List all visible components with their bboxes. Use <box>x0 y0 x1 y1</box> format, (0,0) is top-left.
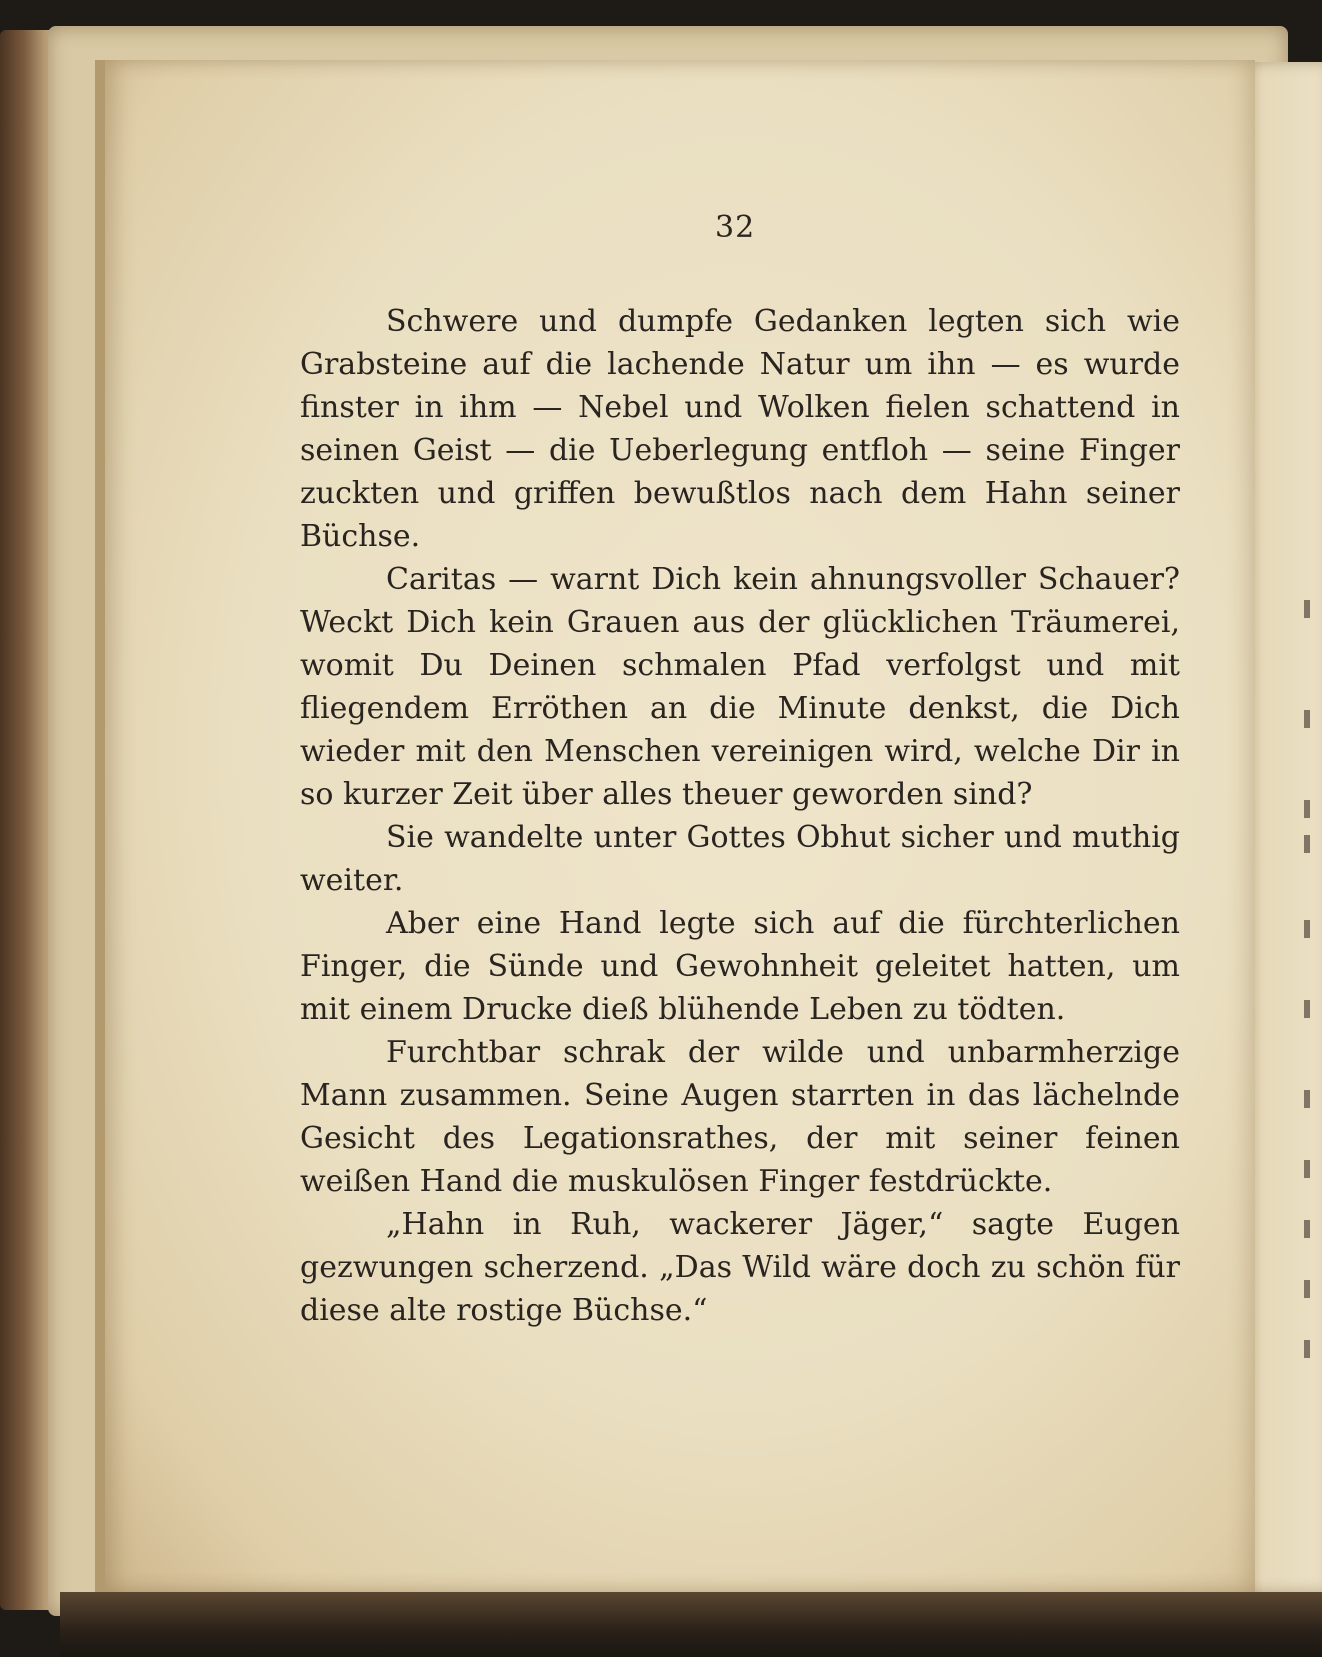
bottom-shadow <box>60 1592 1322 1657</box>
paragraph: Aber eine Hand legte sich auf die fürchterlichen Finger, die Sünde und Gewohnheit geleitet hatten, um mit einem Drucke dieß blühende Leben zu tödten. <box>300 906 1180 1027</box>
paragraph: „Hahn in Ruh, wackerer Jäger,“ sagte Eugen gezwungen scherzend. „Das Wild wäre doch zu schön für diese alte rostige Büchse.“ <box>300 1207 1180 1328</box>
page-number: 32 <box>715 210 756 245</box>
paragraph: Furchtbar schrak der wilde und unbarmherzige Mann zusammen. Seine Augen starrten in das lächelnde Gesicht des Legationsrathes, der mit seiner feinen weißen Hand die muskulösen Finger festdrückte. <box>300 1035 1180 1199</box>
paragraph: Caritas — warnt Dich kein ahnungsvoller Schauer? Weckt Dich kein Grauen aus der glücklichen Träumerei, womit Du Deinen schmalen Pfad verfolgst und mit fliegendem Erröthen an die Minute denkst, die Dich wieder mit den Menschen vereinigen wird, welche Dir in so kurzer Zeit über alles theuer geworden sind? <box>300 562 1180 812</box>
facing-page-bleed-marks <box>1304 600 1322 1400</box>
page-body-text <box>300 300 1180 1332</box>
paragraph: Sie wandelte unter Gottes Obhut sicher und muthig weiter. <box>300 820 1180 898</box>
paragraph: Schwere und dumpfe Gedanken legten sich wie Grabsteine auf die lachende Natur um ihn — es wurde finster in ihm — Nebel und Wolken fielen schattend in seinen Geist — die Ueberlegung entfloh — seine Finger zuckten und griffen bewußtlos nach dem Hahn seiner Büchse. <box>300 304 1180 554</box>
